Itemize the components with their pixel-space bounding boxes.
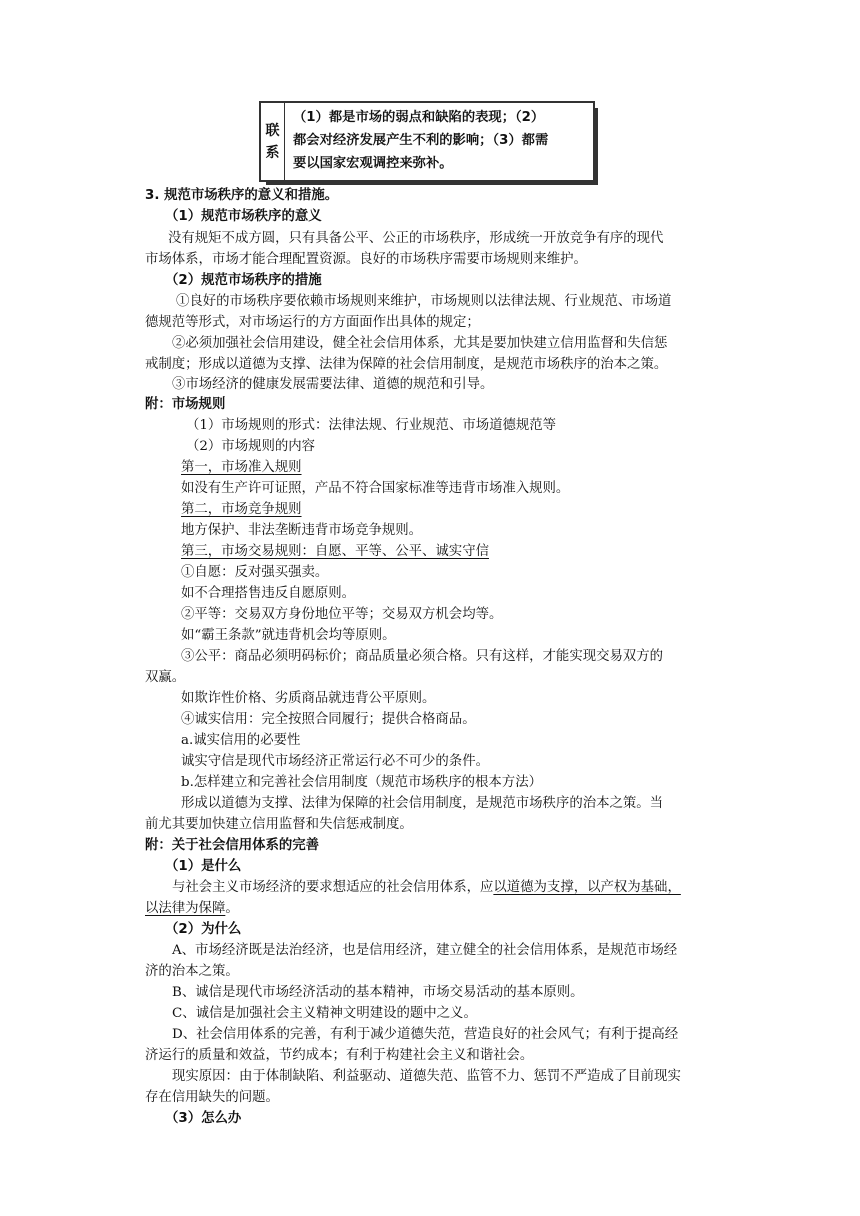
paragraph-line: ②必须加强社会信用建设，健全社会信用体系，尤其是要加快建立信用监督和失信惩 [172,336,668,351]
paragraph-line: ④诚实信用：完全按照合同履行；提供合格商品。 [181,712,476,727]
table-header-char: 联 [265,122,280,139]
relation-table [259,101,595,182]
text-run: 与社会主义市场经济的要求想适应的社会信用体系，应 [172,880,494,895]
subsection-heading: （2）为什么 [165,922,242,937]
paragraph-line: D、社会信用体系的完善，有利于减少道德失范，营造良好的社会风气；有利于提高经 [172,1027,679,1042]
paragraph-line: C、诚信是加强社会主义精神文明建设的题中之义。 [172,1006,477,1021]
paragraph-line: A、市场经济既是法治经济，也是信用经济，建立健全的社会信用体系，是规范市场经 [172,943,678,958]
paragraph-line: ①良好的市场秩序要依赖市场规则来维护，市场规则以法律法规、行业规范、市场道 [176,294,672,309]
paragraph-line: ③市场经济的健康发展需要法律、道德的规范和引导。 [172,377,494,392]
underlined-text: 以道德为支撑，以产权为基础， [493,880,681,895]
paragraph-line: 济的治本之策。 [145,964,239,979]
rule-heading: 第一，市场准入规则 [181,460,302,475]
paragraph-line: 市场体系，市场才能合理配置资源。良好的市场秩序需要市场规则来维护。 [145,252,587,267]
paragraph-line: 德规范等形式，对市场运行的方方面面作出具体的规定； [145,315,480,330]
paragraph-line: 现实原因：由于体制缺陷、利益驱动、道德失范、监管不力、惩罚不严造成了目前现实 [172,1069,681,1084]
paragraph-line: 如不合理搭售违反自愿原则。 [181,586,356,601]
paragraph-line: ①自愿：反对强买强卖。 [181,565,329,580]
rule-heading: 第三，市场交易规则：自愿、平等、公平、诚实守信 [181,544,489,559]
paragraph-line: ②平等：交易双方身份地位平等；交易双方机会均等。 [181,607,503,622]
paragraph-line: a.诚实信用的必要性 [181,733,301,748]
subsection-heading: （1）是什么 [165,859,242,874]
paragraph-line [145,899,239,919]
paragraph-line: 没有规矩不成方圆，只有具备公平、公正的市场秩序，形成统一开放竞争有序的现代 [168,231,664,246]
paragraph-line: b.怎样建立和完善社会信用制度（规范市场秩序的根本方法） [181,775,542,790]
text-run: 。 [225,901,239,916]
table-header-cell [261,103,285,180]
paragraph-line: （2）市场规则的内容 [186,439,316,454]
paragraph-line: 如没有生产许可证照，产品不符合国家标准等违背市场准入规则。 [181,481,570,496]
paragraph-line: （1）市场规则的形式：法律法规、行业规范、市场道德规范等 [186,418,557,433]
table-header-char: 系 [265,144,280,161]
paragraph-line: 诚实守信是现代市场经济正常运行必不可少的条件。 [181,754,489,769]
paragraph-line: 双赢。 [145,670,186,685]
table-line: 都会对经济发展产生不利的影响；（3）都需 [293,133,549,148]
table-line: 要以国家宏观调控来弥补。 [293,156,453,171]
section-heading: 3. 规范市场秩序的意义和措施。 [145,188,339,203]
appendix-heading: 附：关于社会信用体系的完善 [145,838,320,853]
paragraph-line: 戒制度；形成以道德为支撑、法律为保障的社会信用制度，是规范市场秩序的治本之策。 [145,357,668,372]
paragraph-line: 形成以道德为支撑、法律为保障的社会信用制度，是规范市场秩序的治本之策。当 [181,796,664,811]
paragraph-line: 如“霸王条款”就违背机会均等原则。 [181,628,396,643]
paragraph-line: 如欺诈性价格、劣质商品就违背公平原则。 [181,691,436,706]
paragraph-line: 前尤其要加快建立信用监督和失信惩戒制度。 [145,817,413,832]
appendix-heading: 附：市场规则 [145,397,226,412]
underlined-text: 以法律为保障 [145,901,226,916]
paragraph-line: ③公平：商品必须明码标价；商品质量必须合格。只有这样，才能实现交易双方的 [181,649,664,664]
paragraph-line: 济运行的质量和效益，节约成本；有利于构建社会主义和谐社会。 [145,1048,534,1063]
subsection-heading: （1）规范市场秩序的意义 [165,209,322,224]
table-line: （1）都是市场的弱点和缺陷的表现；（2） [293,110,545,125]
table-content-cell [293,106,593,175]
paragraph-line: B、诚信是现代市场经济活动的基本精神，市场交易活动的基本原则。 [172,985,584,1000]
subsection-heading: （2）规范市场秩序的措施 [165,273,322,288]
paragraph-line: 存在信用缺失的问题。 [145,1090,279,1105]
paragraph-line [172,878,681,898]
subsection-heading: （3）怎么办 [165,1111,242,1126]
paragraph-line: 地方保护、非法垄断违背市场竞争规则。 [181,523,423,538]
rule-heading: 第二，市场竞争规则 [181,502,302,517]
